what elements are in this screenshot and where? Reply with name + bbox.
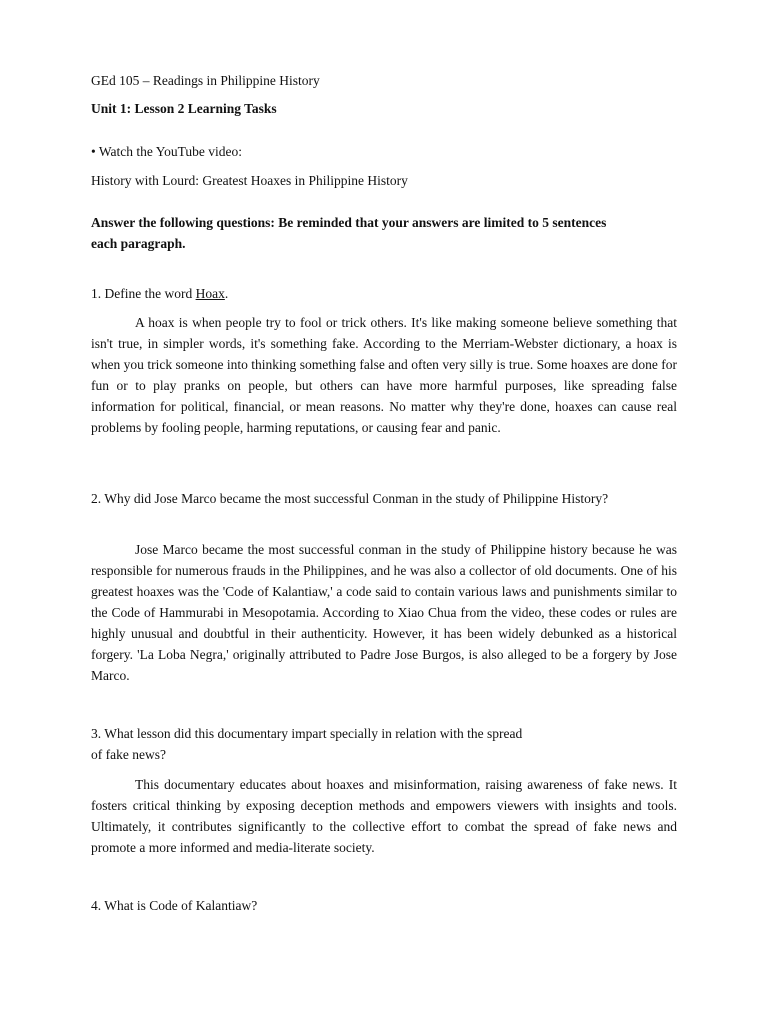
question-1-suffix: . — [224, 286, 229, 301]
instructions-line-2: each paragraph. — [91, 236, 186, 251]
question-4: 4. What is Code of Kalantiaw? — [91, 898, 258, 913]
video-title: History with Lourd: Greatest Hoaxes in Philippine History — [91, 173, 408, 188]
question-3-line-1: 3. What lesson did this documentary impart specially in relation with the spread — [91, 726, 523, 741]
answer-3: This documentary educates about hoaxes and misinformation, raising awareness of fake news. It fosters critical thinking by exposing deception methods and empowers viewers with insights and tools. Ultimately, it contributes significantly to the collective effort to combat the spread of fake news and promote a more informed and media-literate society. — [91, 777, 677, 855]
answer-1: A hoax is when people try to fool or trick others. It's like making someone believe something that isn't true, in simpler words, it's something fake. According to the Merriam-Webster dictionary, a hoax is when you trick someone into thinking something false and often very silly is true. Some hoaxes are done for fun or to play pranks on people, but others can have more harmful purposes, like spreading false information for political, financial, or mean reasons. No matter why they're done, hoaxes can cause real problems by fooling people, harming reputations, or causing fear and panic. — [91, 315, 677, 435]
task-bullet: • Watch the YouTube video: — [91, 144, 243, 159]
course-title: GEd 105 – Readings in Philippine History — [91, 73, 320, 88]
question-1 — [91, 283, 228, 304]
hoax-keyword: Hoax — [195, 286, 225, 301]
question-1-prefix: 1. Define the word — [91, 286, 196, 301]
instructions-line-1: Answer the following questions: Be reminded that your answers are limited to 5 sentences — [91, 215, 607, 230]
answer-2: Jose Marco became the most successful conman in the study of Philippine history because he was responsible for numerous frauds in the Philippines, and he was also a collector of old documents. One of his greatest hoaxes was the 'Code of Kalantiaw,' a code said to contain various laws and punishments similar to the Code of Hammurabi in Mesopotamia. According to Xiao Chua from the video, these codes or rules are highly unusual and doubtful in their authenticity. However, it has been widely debunked as a historical forgery. 'La Loba Negra,' originally attributed to Padre Jose Burgos, is also alleged to be a forgery by Jose Marco. — [91, 542, 677, 683]
question-2: 2. Why did Jose Marco became the most successful Conman in the study of Philippine History? — [91, 491, 609, 506]
unit-title: Unit 1: Lesson 2 Learning Tasks — [91, 101, 277, 116]
question-3-line-2: of fake news? — [91, 747, 166, 762]
